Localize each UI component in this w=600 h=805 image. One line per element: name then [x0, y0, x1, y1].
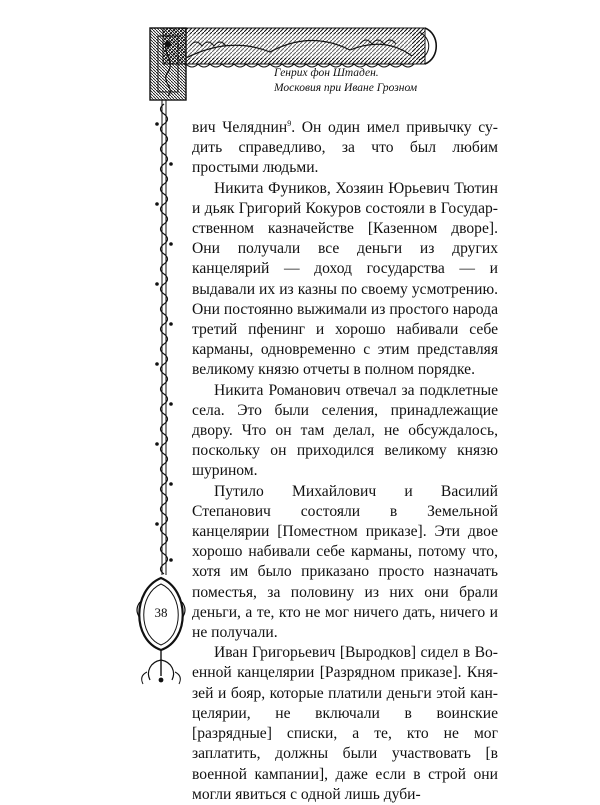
vertical-vine-ornament: [155, 100, 173, 575]
footnote-marker: 9: [287, 118, 292, 128]
paragraph: Путило Михайлович и Василий Степанович состояли в Земельной канцелярии [Поместном приказе]. Эти двое хорошо набивали себе карманы, потому что, хотя им было приказано просто назначать поместья, за половину из них они брали деньги, а те, кто не мог ничего дать, ничего и не получали.: [192, 482, 498, 642]
paragraph-text: . Он один имел привычку судить справедливо, за что был любим простыми людьми.: [192, 119, 498, 177]
paragraph-text: вич Челяднин: [192, 119, 288, 136]
body-text: [192, 118, 498, 805]
header-engraving: [163, 28, 436, 67]
paragraph: Никита Романович отвечал за подклетные села. Это были селения, принадлежащие двору. Что он там делал, не обсуждалось, поскольку он приходился великому князю шурином.: [192, 381, 498, 480]
page-number: 38: [154, 605, 168, 620]
paragraph-continued: [192, 118, 498, 179]
paragraph: Иван Григорьевич [Выродков] сидел в Военной канцелярии [Разрядном приказе]. Князей и бояр, которые платили деньги этой канцелярии, не включали в воинские [разрядные] списки, а те, кто не мог заплатить, должны были участвовать [в военной кампании], даже если в строй они могли явиться с одной лишь дуби-: [192, 644, 498, 803]
paragraph: Никита Фуников, Хозяин Юрьевич Тютин и дьяк Григорий Кокуров состояли в Государственном казначействе [Казенном дворе]. Они получали все деньги из других канцелярий — доход государства — и выдавали их из казны по своему усмотрению. Они постоянно выжимали из простого народа третий пфенинг и хорошо набивали себе карманы, одновременно с этим представляя великому князю отчеты в полном порядке.: [192, 179, 498, 379]
running-header: [274, 66, 514, 96]
running-header-author: Генрих фон Штаден.: [274, 67, 379, 79]
corner-ornament: [150, 28, 186, 100]
running-header-title: Московия при Иване Грозном: [274, 82, 418, 94]
page-number-medallion: [137, 578, 185, 684]
